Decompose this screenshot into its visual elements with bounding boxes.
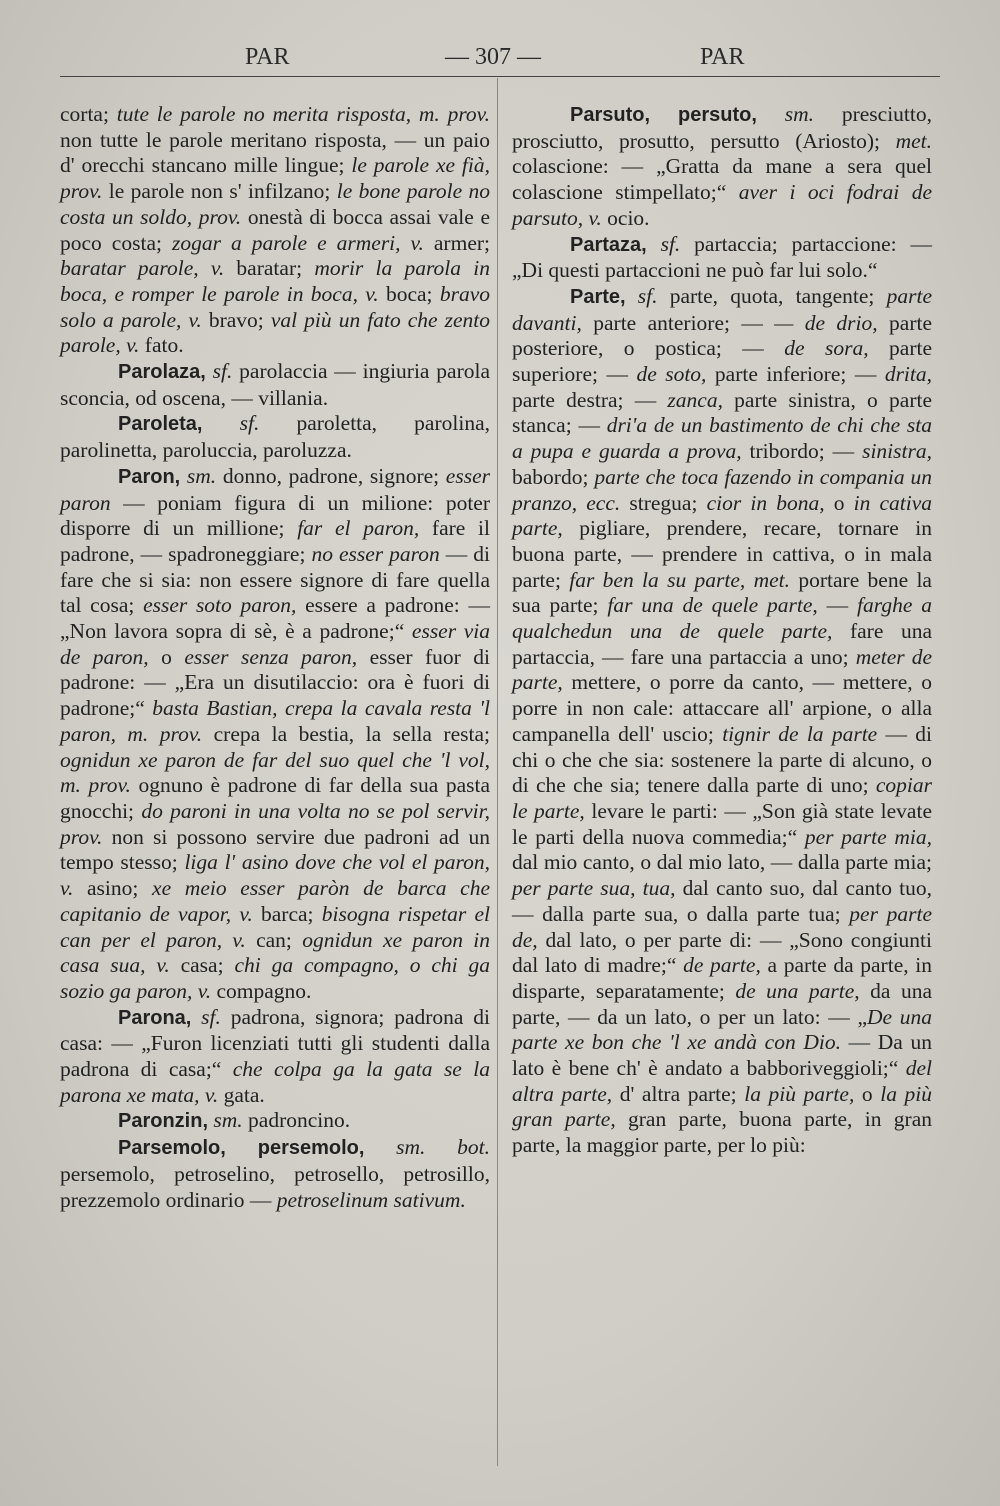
definition-text: esser fuor di padrone: — „Era un disutilaccio: ora è fuori di padrone;“ [60,644,490,721]
italic-text: parte che toca fazendo in compania un pranzo, ecc. [512,464,932,515]
definition-text: parte superiore; — [512,336,933,387]
definition-text: parolaccia — ingiuria parola sconcia, od oscena, — villania. [60,359,490,410]
dictionary-entry [60,1135,490,1213]
italic-text: aver i oci fodrai de parsuto, v. [512,180,932,230]
italic-text: basta Bastian, crepa la cavala resta 'l paron, m. prov. [60,696,490,746]
definition-text: tribordo; — [741,439,863,464]
entry-headword: Paronzin, [118,1110,209,1133]
definition-text: bravo; [201,307,271,332]
italic-text: val più un fato che zento parole, v. [60,307,491,358]
definition-text: casa; [169,953,235,978]
definition-text: partaccia; partaccione: — „Di questi partaccioni ne può far lui solo.“ [512,231,933,283]
dictionary-entry [60,464,490,1005]
italic-text: in cativa parte, [512,490,932,541]
definition-text: padrona, signora; padrona di casa: — „Furon licenziati tutti gli studenti dalla padrona di casa;“ [60,1004,490,1082]
definition-text: o [824,490,854,515]
italic-text: la più parte, [744,1081,855,1106]
definition-text: o [854,1081,881,1106]
definition-text: compagno. [211,978,312,1003]
definition-text: barca; [252,901,322,926]
italic-text: sf. [205,359,233,384]
italic-text: — de drio, [774,310,878,335]
entry-continuation [60,102,490,359]
definition-text: babordo; [512,464,595,489]
definition-text: gata. [218,1082,265,1107]
page-number: — 307 — [445,44,541,70]
dictionary-entry [60,1005,490,1109]
dictionary-entry [60,411,490,463]
dictionary-entry [60,359,490,411]
entry-headword: Parte, [570,285,626,308]
italic-text: zogar a parole e armeri, v. [171,230,424,255]
definition-text: dal canto suo, dal canto tuo, — dalla parte sua, o dalla parte tua; [512,876,932,926]
right-column [512,102,932,1159]
italic-text: per parte mia, [804,824,932,849]
definition-text: stregua; [620,490,707,515]
definition-text: asino; [73,876,153,901]
dictionary-entry [512,232,932,284]
italic-text: sf. [646,231,681,256]
definition-text: dal mio canto, o dal mio lato, — dalla parte mia; [512,850,932,875]
definition-text: gran parte, buona parte, in gran parte, la maggior parte, per lo più: [512,1107,933,1158]
italic-text: far una de quele parte, [607,593,818,618]
entry-headword: Partaza, [570,233,647,256]
definition-text: non si possono servire due padroni ad un tempo stesso; [60,824,490,875]
italic-text: tute le parole no merita risposta, m. prov. [116,102,490,126]
italic-text: chi ga compagno, o chi ga sozio ga paron, v. [60,953,491,1003]
italic-text: sm. [180,463,217,488]
running-header [60,40,940,77]
definition-text: — poniam figura di un milione: poter disporre di un millione; [60,490,490,541]
definition-text: o [148,644,185,669]
definition-text: crepa la bestia, la sella resta; [202,721,490,746]
definition-text: portare bene la sua parte; [512,567,932,618]
dictionary-entry [60,1108,490,1135]
italic-text: meter de parte, [512,644,932,695]
italic-text: sf. [191,1004,221,1029]
italic-text: ognidun xe paron in casa sua, v. [60,927,490,978]
italic-text: esser via de paron, [60,619,491,669]
definition-text: — di fare che si sia: non essere signore di fare quella tal cosa; [60,541,490,618]
italic-text: met. [895,128,932,153]
italic-text: per parte de, [512,901,932,952]
definition-text: a parte da parte, in disparte, separatamente; [512,953,932,1003]
definition-text: parte anteriore; — [581,310,775,335]
italic-text: far ben la su parte, met. [569,567,791,592]
definition-text: dal lato, o per parte di: — „Sono congiunti dal lato di madre;“ [512,927,932,978]
definition-text: fato. [139,333,184,358]
italic-text: sm. [208,1108,243,1133]
italic-text: esser soto paron, [143,593,297,618]
italic-text: de parte, [683,953,761,978]
italic-text: sinistra, [862,439,932,464]
italic-text: xe meio esser paròn de barca che capitanio de vapor, v. [60,876,491,926]
italic-text: baratar parole, v. [60,256,225,281]
italic-text: liga l' asino dove che vol el paron, v. [60,850,490,901]
definition-text: donno, padrone, signore; [216,463,446,488]
italic-text: de soto, [636,362,707,387]
italic-text: zanca, [667,387,723,412]
entry-headword: Parolaza, [118,361,206,384]
italic-text: no esser paron [311,541,440,566]
dictionary-entry [512,102,932,232]
italic-text: petroselinum sativum. [276,1187,466,1212]
italic-text: do paroni in una volta no se pol servir, prov. [60,798,490,849]
entry-headword: Parsuto, persuto, [570,104,757,126]
definition-text: le parole non s' infilzano; [102,179,337,204]
italic-text: De una parte xe bon che 'l xe andà con Dio. [512,1004,932,1055]
definition-text: parte inferiore; — [706,362,885,387]
italic-text: esser paron [60,463,490,515]
entry-headword: Paron, [118,465,181,488]
entry-headword: Paroleta, [118,413,203,436]
column-divider [497,78,498,1466]
definition-text: fare il padrone, — spadroneggiare; [60,516,490,566]
definition-text: colascione: — „Gratta da mane a sera quel colascione stimpellato;“ [512,154,932,205]
definition-text: pigliare, prendere, recare, tornare in buona parte, — prendere in cattiva, o in mala parte; [512,516,932,592]
entry-headword: Parsemolo, persemolo, [118,1137,365,1160]
definition-text: boca; [378,281,440,306]
definition-text: d' altra parte; [612,1081,745,1106]
definition-text: paroletta, parolina, parolinetta, paroluccia, paroluzza. [60,411,491,463]
definition-text: levare le parti: — „Son già state levate le parti della nuova commedia;“ [512,798,932,849]
italic-text: farghe a qualchedun una de quele parte, [512,593,933,644]
italic-text: copiar le parte, [512,773,932,823]
definition-text: padroncino. [242,1108,351,1133]
definition-text: corta; [60,102,117,126]
italic-text: sf. [202,411,260,436]
italic-text: cior in bona, [706,490,825,515]
italic-text: le bone parole no costa un soldo, prov. [60,179,490,229]
italic-text: ognidun xe paron de far del suo quel che 'l vol, m. prov. [60,747,490,798]
italic-text: bisogna rispetar el can per el paron, v. [60,901,490,952]
italic-text: bravo solo a parole, v. [60,281,491,332]
definition-text: fare una partaccia, — fare una partaccia a uno; [512,619,932,669]
definition-text: parte sinistra, o parte stanca; — [512,387,932,438]
entry-headword: Parona, [118,1006,192,1029]
definition-text: essere a padrone: — „Non lavora sopra di sè, è a padrone;“ [60,593,490,644]
italic-text: drita, [884,362,933,387]
italic-text: sf. [625,283,658,308]
italic-text: tignir de la parte [722,721,878,746]
definition-text: — Da un lato è bene ch' è andato a babboriveggioli;“ [512,1030,932,1081]
italic-text: sm. [756,102,815,126]
definition-text: can; [245,927,303,952]
left-column [60,102,490,1213]
italic-text: far el paron, [297,516,420,541]
definition-text: persemolo, petroselino, petrosello, petrosillo, prezzemolo ordinario — [60,1161,490,1212]
italic-text: morir la parola in boca, e romper le parole in boca, v. [60,256,490,306]
definition-text: parte destra; — [512,387,668,412]
italic-text: esser senza paron, [184,644,358,669]
definition-text: baratar; [224,256,315,281]
italic-text: sm. bot. [364,1135,491,1160]
definition-text: mettere, o porre da canto, — mettere, o porre in non cale: attaccare all' arpione, o alla campanella dell' uscio; [512,670,932,746]
italic-text: de sora, [784,336,869,361]
definition-text: — di chi o che che sia: sostenere la parte di alcuno, o di che che sia; tenere dalla parte di uno; [512,721,932,798]
italic-text: le parole xe fià, prov. [60,153,490,204]
definition-text: non tutte le parole meritano risposta, — un paio d' orecchi stancano mille lingue; [60,127,490,178]
definition-text: armer; [423,230,490,255]
dictionary-entry [512,284,932,1159]
definition-text: parte, quota, tangente; [657,283,887,308]
header-left-guide-word: PAR [245,44,290,70]
definition-text: parte posteriore, o postica; — [512,310,933,361]
definition-text: presciutto, prosciutto, prosutto, persutto (Ariosto); [512,102,932,153]
italic-text: parte davanti, [512,283,932,335]
definition-text: ocio. [601,205,650,230]
italic-text: per parte sua, tua, [512,876,676,901]
italic-text: dri'a de un bastimento de chi che sta a pupa e guarda a prova, [512,413,932,464]
italic-text: del altra parte, [512,1056,932,1106]
definition-text: — [817,593,858,618]
header-right-guide-word: PAR [700,44,745,70]
italic-text: che colpa ga la gata se la parona xe mata, v. [60,1057,490,1107]
definition-text: da una parte, — da un lato, o per un lato: — „ [512,978,932,1029]
definition-text: ognuno è padrone di far della sua pasta gnocchi; [60,773,490,823]
definition-text: onestà di bocca assai vale e poco costa; [60,204,490,255]
italic-text: de una parte, [735,978,860,1003]
italic-text: la più gran parte, [512,1081,933,1132]
